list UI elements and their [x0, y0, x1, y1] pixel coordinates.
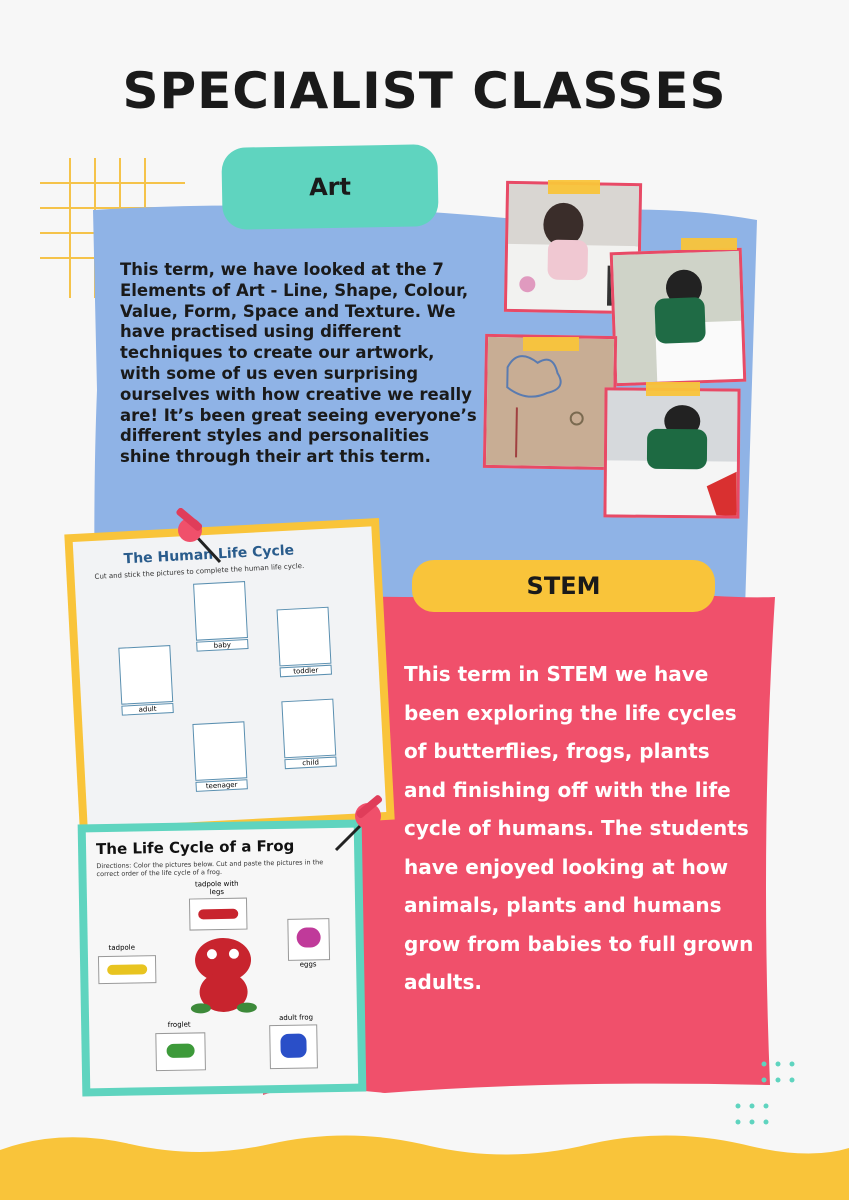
- stage-card: [281, 699, 336, 759]
- art-photo-2: [610, 248, 747, 387]
- art-heading: Art: [308, 172, 352, 202]
- art-photo-3: [483, 334, 617, 470]
- tape: [548, 180, 600, 194]
- stage-label: tadpole with legs: [194, 879, 239, 897]
- page-title: SPECIALIST CLASSES: [122, 62, 727, 120]
- stage-card: [193, 581, 248, 641]
- student-drawing-image: [613, 251, 743, 383]
- human-worksheet-frame: [64, 518, 394, 836]
- stage-card: [118, 645, 173, 705]
- frog-worksheet-frame: [78, 820, 367, 1097]
- art-heading-tab: [221, 144, 438, 230]
- stage-label: teenager: [195, 779, 247, 792]
- stage-label: froglet: [167, 1020, 191, 1029]
- stage-card: [269, 1024, 318, 1069]
- frog-worksheet: [86, 828, 358, 1089]
- human-worksheet-title: The Human Life Cycle: [123, 542, 295, 568]
- art-body-text: This term, we have looked at the 7 Elements of Art - Line, Shape, Colour, Value, Form, Space and Texture. We have practised using different techniques to create our artwork, with some of us even surprising ourselves with how creative we really are! It’s been great seeing everyone’s different styles and personalities shine through their art this term.: [120, 260, 477, 467]
- stage-card: [155, 1032, 206, 1071]
- art-photo-4: [603, 387, 740, 518]
- stage-label: adult: [121, 703, 173, 716]
- stem-heading-tab: [412, 560, 715, 612]
- frog-worksheet-subtitle: Directions: Color the pictures below. Cut and paste the pictures in the correct order of the life cycle of a frog.: [96, 858, 324, 879]
- student-artwork-image: [486, 337, 614, 467]
- stage-card: [277, 607, 332, 667]
- tape: [523, 337, 579, 351]
- stage-card: [98, 955, 156, 984]
- pushpin-icon: [168, 508, 228, 568]
- stage-label: baby: [196, 639, 248, 652]
- stem-heading: STEM: [526, 572, 601, 600]
- stem-body-text: This term in STEM we have been exploring the life cycles of butterflies, frogs, plants and finishing off with the life cycle of humans. The students have enjoyed looking at how animals, plants and humans grow from babies to full grown adults.: [404, 662, 754, 994]
- stage-card: [287, 918, 330, 961]
- stage-label: eggs: [299, 960, 317, 969]
- stage-label: child: [284, 757, 336, 770]
- pushpin-icon: [330, 794, 392, 856]
- tape: [646, 382, 700, 396]
- stage-card: [192, 721, 247, 781]
- human-worksheet: [73, 526, 387, 827]
- frog-drawing-icon: [188, 929, 260, 1020]
- tape: [681, 238, 737, 250]
- wave-decoration: [0, 1130, 849, 1200]
- dots-decoration: [730, 1058, 800, 1130]
- stage-card: [189, 898, 248, 931]
- student-drawing-image: [606, 390, 737, 515]
- frog-worksheet-title: The Life Cycle of a Frog: [95, 836, 295, 859]
- stage-label: adult frog: [278, 1013, 314, 1023]
- stage-label: toddler: [280, 665, 332, 678]
- stage-label: tadpole: [108, 943, 136, 952]
- human-worksheet-subtitle: Cut and stick the pictures to complete the human life cycle.: [94, 561, 305, 581]
